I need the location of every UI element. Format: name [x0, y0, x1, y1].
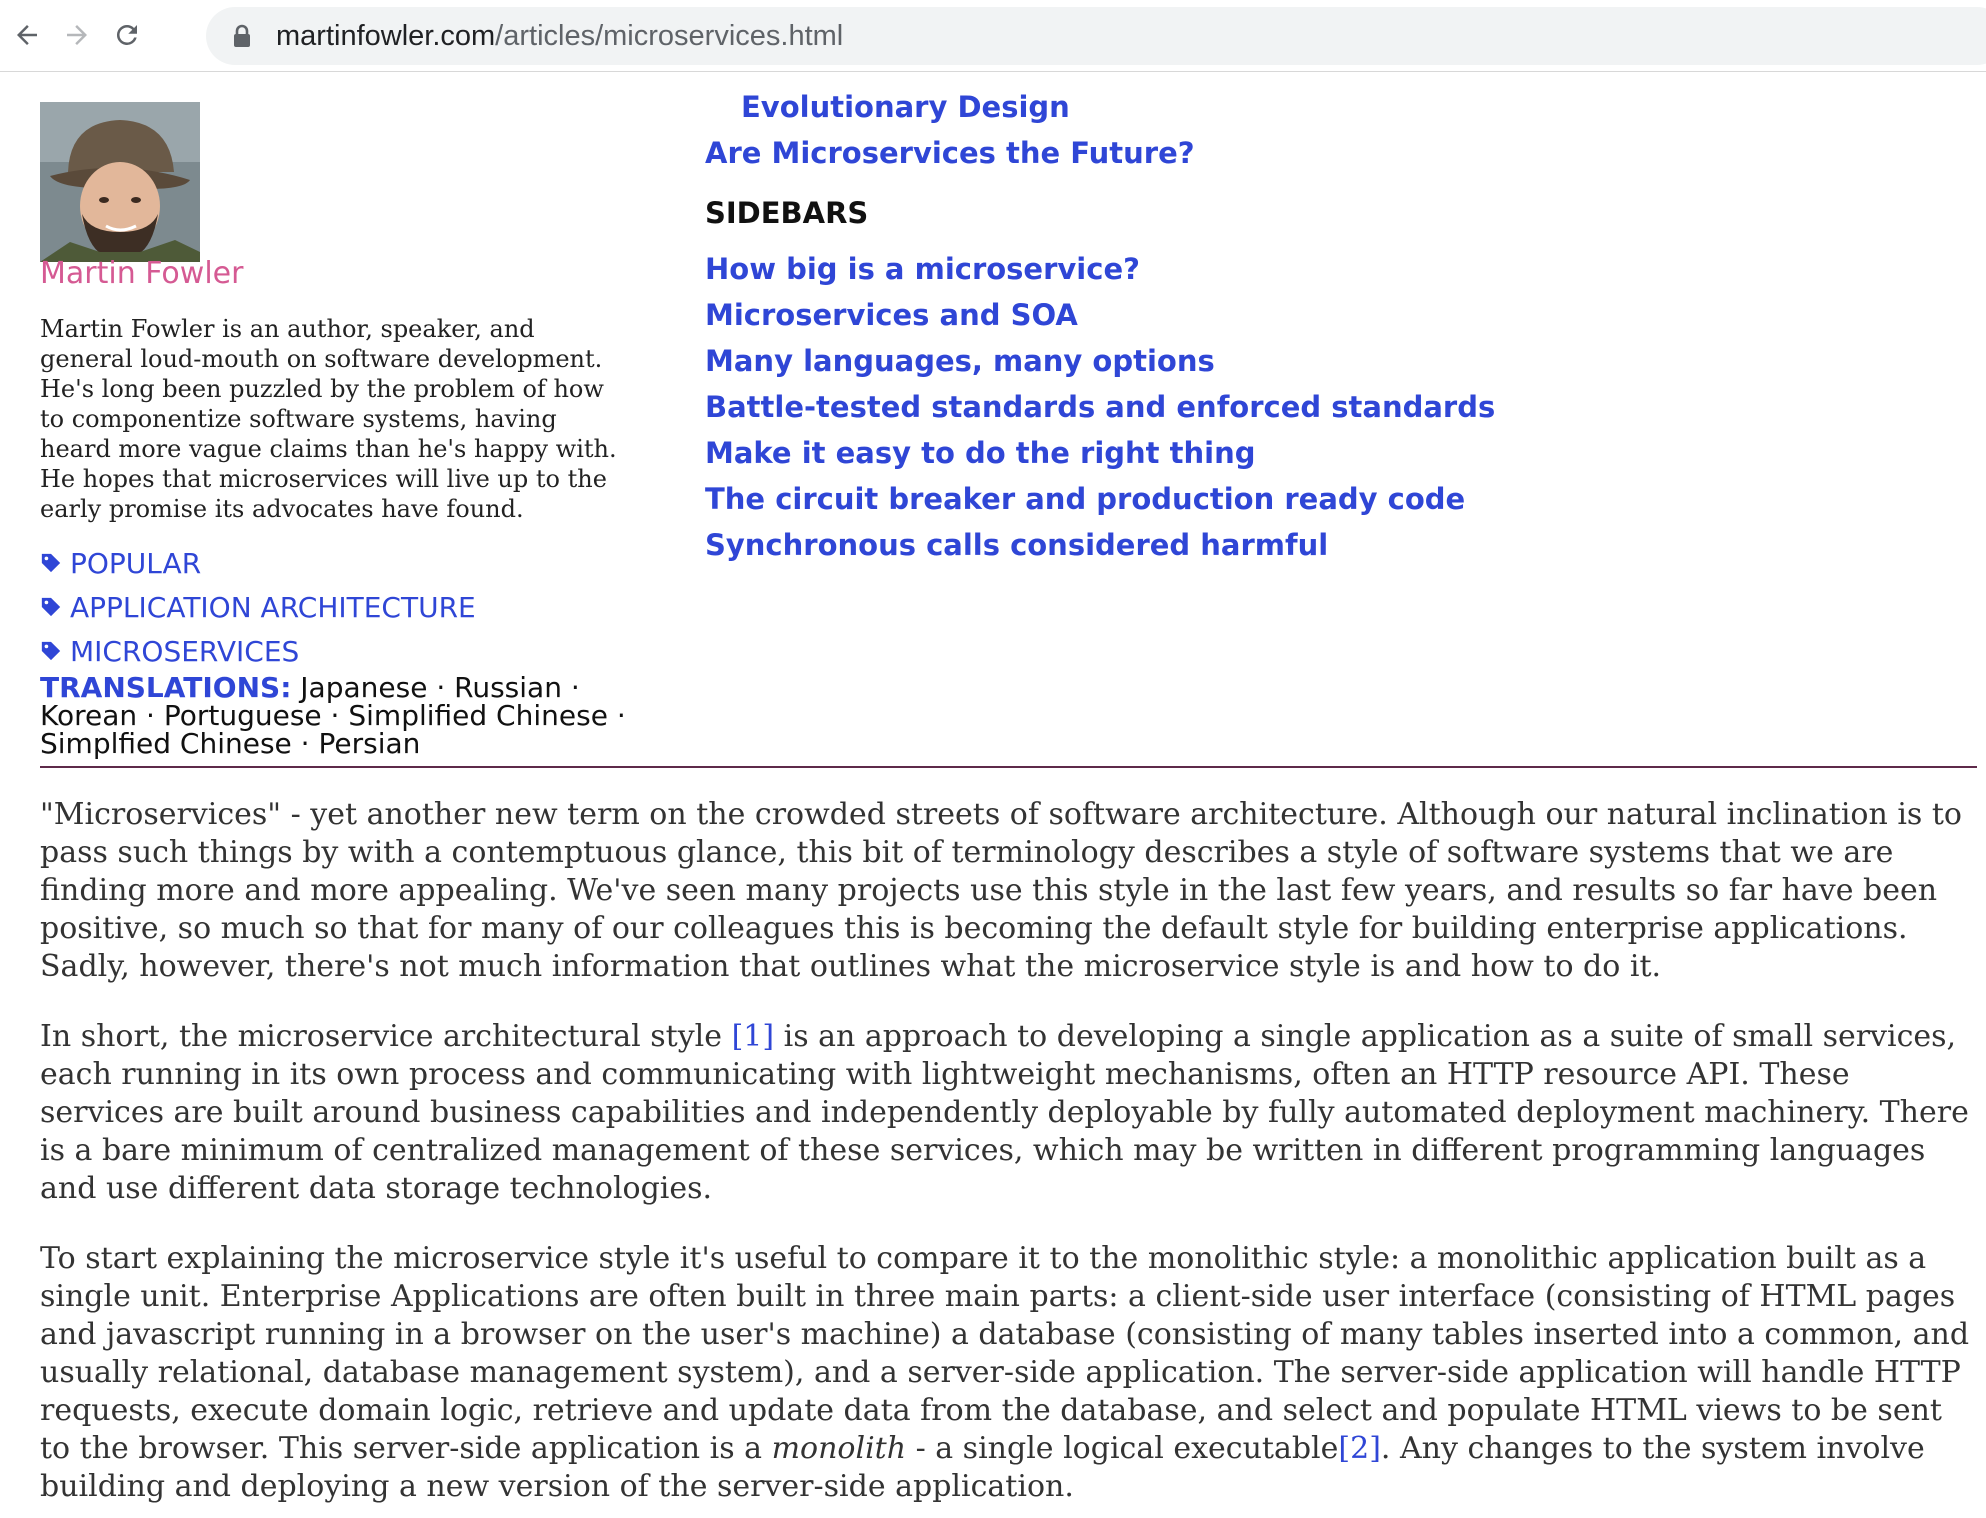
url-host: martinfowler.com — [276, 19, 496, 52]
sidebar-link[interactable]: Microservices and SOA — [705, 298, 1078, 332]
arrow-left-icon — [12, 20, 42, 50]
separator: · — [607, 699, 626, 732]
reload-icon — [112, 20, 142, 50]
tag-icon — [40, 596, 62, 618]
translation-persian[interactable]: Persian — [318, 727, 421, 760]
separator: · — [321, 699, 349, 732]
paragraph — [40, 1018, 1975, 1208]
separator: · — [427, 671, 455, 704]
footnote-link[interactable]: [2] — [1338, 1431, 1381, 1466]
translation-russian[interactable]: Russian — [454, 671, 562, 704]
translations — [40, 671, 630, 760]
arrow-right-icon — [62, 20, 92, 50]
tag-list — [40, 542, 476, 674]
footnote-link[interactable]: [1] — [731, 1019, 775, 1054]
separator: · — [561, 671, 580, 704]
text: To start explaining the microservice style it's useful to compare it to the monolithic style: a monolithic application built as a single unit. Enterprise Applications are often built in three main parts: a client-side user interface (consisting of HTML pages and javascript running in a browser on the user's machine) a database (consisting of many tables inserted into a common, and usually relational, database management system), and a server-side application. The server-side application will handle HTTP requests, execute domain logic, retrieve and update data from the database, and select and populate HTML views to be sent to the browser. This server-side application is a — [40, 1241, 1970, 1466]
url-text — [276, 20, 843, 53]
tag-label: POPULAR — [70, 546, 202, 580]
tag-icon — [40, 640, 62, 662]
author-bio: Martin Fowler is an author, speaker, and general loud-mouth on software development. He's long been puzzled by the problem of how to componentize software systems, having heard more vague claims than he's happy with. He hopes that microservices will live up to the early promise its advocates have found. — [40, 315, 617, 523]
url-path: /articles/microservices.html — [495, 19, 844, 52]
tag-label: MICROSERVICES — [70, 634, 300, 668]
translation-simplified-chinese[interactable]: Simplified Chinese — [348, 699, 608, 732]
lock-icon — [232, 24, 252, 48]
sidebar-link[interactable]: Make it easy to do the right thing — [705, 436, 1256, 470]
translations-label: TRANSLATIONS: — [40, 671, 292, 704]
tag-application-architecture[interactable] — [40, 586, 476, 628]
tag-icon — [40, 552, 62, 574]
toc-link-evolutionary-design[interactable]: Evolutionary Design — [741, 90, 1070, 124]
text: is an approach to developing a single application as a suite of small services, each running in its own process and communicating with lightweight mechanisms, often an HTTP resource API. These services are built around business capabilities and independently deployable by fully automated deployment machinery. There is a bare minimum of centralized management of these services, which may be written in different programming languages and use different data storage technologies. — [40, 1019, 1969, 1206]
translation-simplfied-chinese[interactable]: Simplfied Chinese — [40, 727, 292, 760]
text: In short, the microservice architectural style — [40, 1019, 732, 1054]
translation-korean[interactable]: Korean — [40, 699, 138, 732]
tag-label: APPLICATION ARCHITECTURE — [70, 590, 476, 624]
section-divider — [40, 766, 1977, 768]
sidebar-link[interactable]: The circuit breaker and production ready code — [705, 482, 1466, 516]
paragraph — [40, 1240, 1975, 1506]
back-button[interactable] — [4, 12, 50, 58]
forward-button[interactable] — [54, 12, 100, 58]
author-photo — [40, 102, 200, 262]
emphasis: monolith — [771, 1431, 907, 1466]
sidebar-link[interactable]: Synchronous calls considered harmful — [705, 528, 1329, 562]
browser-toolbar — [0, 0, 1986, 72]
article-body — [40, 796, 1975, 1518]
tag-microservices[interactable] — [40, 630, 476, 672]
sidebar-link[interactable]: How big is a microservice? — [705, 252, 1140, 286]
toc-link-future[interactable]: Are Microservices the Future? — [705, 136, 1195, 170]
separator: · — [137, 699, 164, 732]
page-content — [0, 72, 1986, 1518]
author-name[interactable]: Martin Fowler — [40, 256, 244, 291]
table-of-contents — [705, 84, 1495, 568]
address-bar[interactable] — [206, 7, 1986, 65]
text: . Any changes to the system involve building and deploying a new version of the server-side application. — [40, 1431, 1925, 1504]
text: - a single logical executable — [906, 1431, 1339, 1466]
tag-popular[interactable] — [40, 542, 476, 584]
paragraph: "Microservices" - yet another new term on the crowded streets of software architecture. Although our natural inclination is to pass such things by with a contemptuous glance, this bit of terminology describes a style of software systems that we are finding more and more appealing. We've seen many projects use this style in the last few years, and results so far have been positive, so much so that for many of our colleagues this is becoming the default style for building enterprise applications. Sadly, however, there's not much information that outlines what the microservice style is and how to do it. — [40, 797, 1962, 984]
author-avatar — [40, 102, 200, 262]
sidebars-heading: SIDEBARS — [705, 196, 869, 230]
separator: · — [291, 727, 319, 760]
translation-japanese[interactable]: Japanese — [300, 671, 428, 704]
sidebar-link[interactable]: Battle-tested standards and enforced standards — [705, 390, 1496, 424]
sidebar-link[interactable]: Many languages, many options — [705, 344, 1215, 378]
translation-portuguese[interactable]: Portuguese — [163, 699, 322, 732]
reload-button[interactable] — [104, 12, 150, 58]
